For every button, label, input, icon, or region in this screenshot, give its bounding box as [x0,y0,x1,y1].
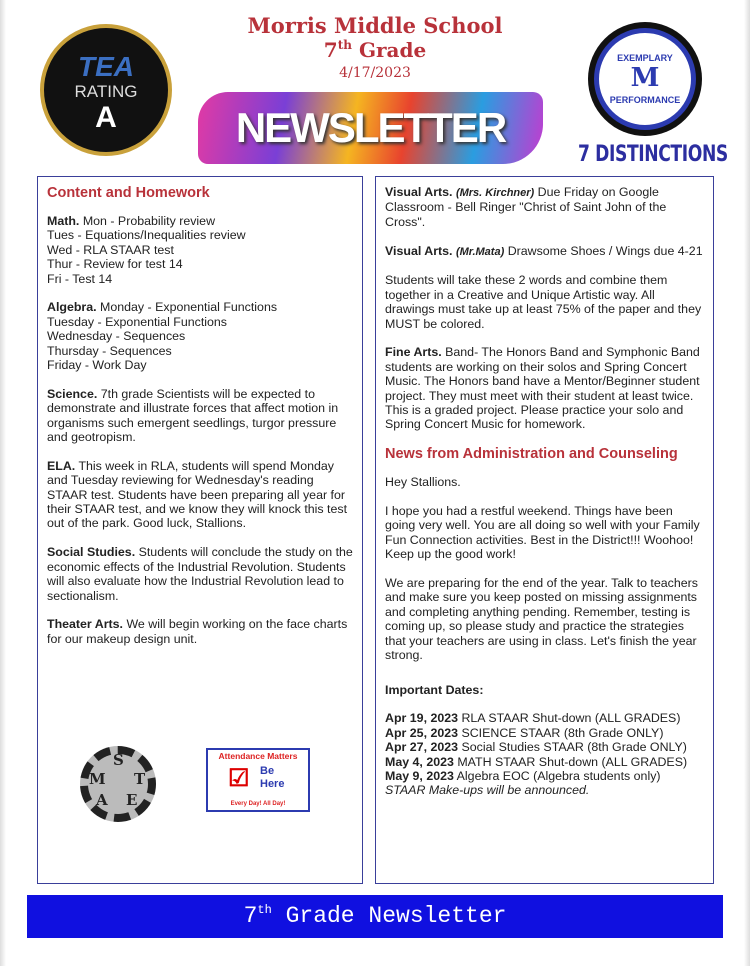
admin-paragraph: We are preparing for the end of the year. Talk to teachers and make sure you keep posted on missing assignments and completing anything pending. Remember, testing is coming up, so please study and practice the strategies that your teachers are using in class. Let's finish the year strong. [385,576,698,663]
tea-logo: TEA [78,51,134,82]
makeups-note: STAAR Make-ups will be announced. [385,783,590,798]
distinctions-label: 7 DISTINCTIONS [578,142,728,167]
page-edge [0,0,6,966]
attendance-matters-logo: Attendance Matters ☑ Be Here Every Day! All Day! [206,748,310,812]
school-name: Morris Middle School [247,13,503,38]
math-section: Math. Mon - Probability review Tues - Equations/Inequalities review Wed - RLA STAAR test Thur - Review for test 14 Fri - Test 14 [47,214,246,286]
admin-paragraph: I hope you had a restful weekend. Things have been going very well. You are all doing so well with your Family Fun Connection activities. Best in the District!!! Woohoo! Keep up the good work! [385,504,700,562]
grade-sup: th [337,38,352,52]
visual-arts-mata: Visual Arts. (Mr.Mata) Drawsome Shoes / Wings due 4-21 [385,243,703,258]
logos-row [40,742,340,822]
footer-banner: 7th Grade Newsletter [27,895,723,938]
date-item: Apr 27, 2023 Social Studies STAAR (8th Grade ONLY) [385,740,687,755]
rating-label: RATING [74,81,138,101]
seal-center: M [630,63,660,94]
date-item: Apr 25, 2023 SCIENCE STAAR (8th Grade ONLY) [385,725,664,740]
steam-gear-logo: S M T A E [80,746,156,822]
visual-arts-kirchner: Visual Arts. (Mrs. Kirchner) Due Friday on Google Classroom - Bell Ringer "Christ of Saint John of the Cross". [385,185,667,229]
seal-top: EXEMPLARY [617,52,673,63]
ela-section: ELA. This week in RLA, students will spend Monday and Tuesday reviewing for Wednesday's reading STAAR test. Students have been preparing all year for their STAAR test, and we know they will knock this test out of the park. Good luck, Stallions. [47,458,348,531]
page-edge [744,0,750,966]
date-item: May 9, 2023 Algebra EOC (Algebra students only) [385,768,661,783]
rating-grade: A [95,101,117,135]
checkmark-icon: ☑ [228,765,250,792]
date-item: Apr 19, 2023 RLA STAAR Shut-down (ALL GRADES) [385,711,681,726]
grade-num: 7 [323,38,338,62]
exemplary-seal [588,22,702,136]
dates-list [385,711,704,797]
theater-arts-section: Theater Arts. We will begin working on the face charts for our makeup design unit. [47,617,348,646]
newsletter-date: 4/17/2023 [339,65,411,81]
dates-heading: Important Dates: [385,682,484,697]
grade-word: Grade [358,38,427,62]
visual-arts-details: Students will take these 2 words and combine them together in a Creative and Unique Artistic way. All drawings must take up at least 75% of the paper and they MUST be colored. [385,273,702,331]
algebra-section: Algebra. Monday - Exponential Functions Tuesday - Exponential Functions Wednesday - Sequences Thursday - Sequences Friday - Work Day [47,300,278,373]
newsletter-banner [198,92,543,164]
social-studies-section: Social Studies. Students will conclude the study on the economic effects of the Industrial Revolution. Students will also evaluate how the Industrial Revolution lead to sectionalism. [47,545,353,603]
science-section: Science. 7th grade Scientists will be expected to demonstrate and illustrate forces that affect motion in organisms such emergent seedlings, turgor pressure and geotropism. [47,386,339,445]
date-item: May 4, 2023 MATH STAAR Shut-down (ALL GRADES) [385,754,688,769]
arts-admin-panel [375,176,714,884]
section-heading: Content and Homework [47,185,210,201]
admin-paragraph: Hey Stallions. [385,475,461,490]
seal-bottom: PERFORMANCE [609,94,681,105]
admin-heading: News from Administration and Counseling [385,446,678,463]
banner-text: NEWSLETTER [235,104,506,151]
fine-arts-section: Fine Arts. Band- The Honors Band and Symphonic Band students are working on their solos and Spring Concert Music. The Honors band have a Mentor/Beginner student project. They must meet with their student at least twice. This is a graded project. Please practice your solo and Spring Concert Music for homework. [385,345,700,432]
